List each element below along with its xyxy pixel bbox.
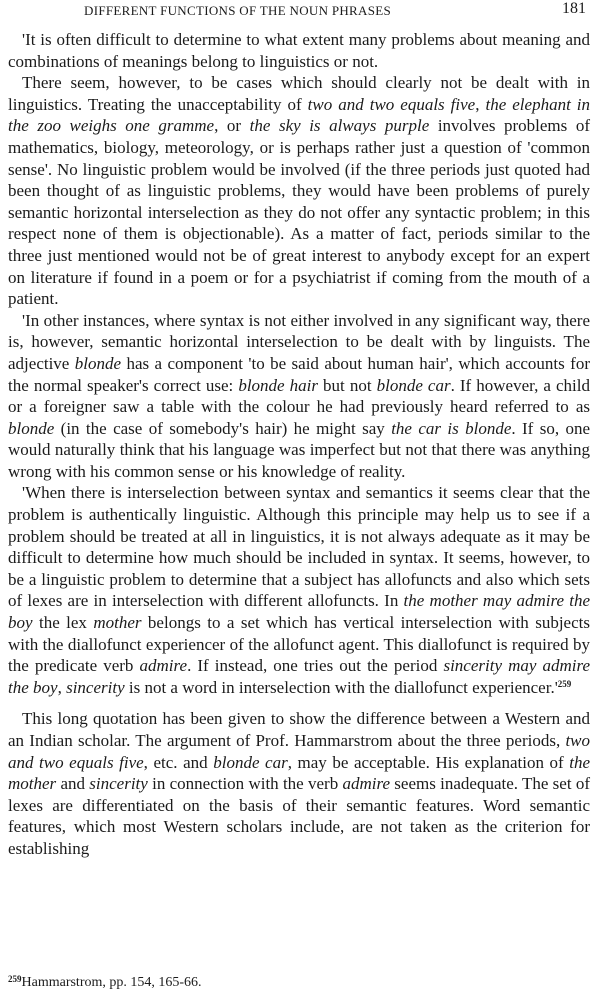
running-head: DIFFERENT FUNCTIONS OF THE NOUN PHRASES [84, 3, 392, 18]
text-run: seems inadequate. The set of lexes are differentiated on the basis of their semantic features. Word semantic features, which most Western scholars include, are not taken as the criterion for establishing [8, 774, 591, 858]
footnote-marker: 259 [8, 974, 22, 984]
text-run: belongs to a set which has vertical interselection with subjects with the diallofunct experiencer of the allofunct agent. This diallofunct is required by the predicate verb [8, 613, 590, 676]
text-run: 'In other instances, where syntax is not either involved in any significant way, there is, however, semantic horizontal interselection to be dealt with by linguists. The adjective [8, 310, 590, 373]
text-run: , or [214, 116, 250, 136]
text-run: . If instead, one tries out the period [187, 656, 444, 676]
italic-text: blonde [8, 418, 55, 438]
text-run: , [57, 677, 67, 697]
text-run: . If so, one would naturally think that his language was imperfect but not that there was anything wrong with his common sense or his knowledge of reality. [8, 418, 590, 481]
text-run: . If however, a child or a foreigner saw a table with the colour he had previously heard referred to as [8, 375, 590, 417]
page-number: 181 [562, 0, 586, 17]
italic-text: sincerity [89, 774, 148, 794]
page-header [0, 0, 600, 20]
italic-text: blonde hair [238, 375, 318, 395]
paragraph [8, 482, 590, 698]
text-run: 'When there is interselection between syntax and semantics it seems clear that the problem is authentically linguistic. Although this principle may help us to see if a problem should be treated at all in linguistics, it is not always adequate as it may be difficult to determine how much should be included in syntax. It seems, however, to be a linguistic problem to determine that a subject has allofuncts and also which sets of lexes are in interselection with different allofuncts. In [8, 483, 590, 611]
italic-text: the sky is always purple [249, 116, 430, 136]
italic-text: sincerity [66, 677, 125, 697]
text-run: (in the case of somebody's hair) he might say [54, 418, 392, 438]
paragraph [8, 310, 590, 483]
text-run: in connection with the verb [147, 774, 343, 794]
italic-text: blonde car [376, 375, 451, 395]
italic-text: admire [342, 774, 391, 794]
text-run: , etc. and [143, 752, 214, 772]
footnote-reference: 259 [557, 678, 572, 689]
italic-text: admire [139, 656, 188, 676]
paragraph [8, 72, 590, 310]
body-text [8, 29, 590, 860]
italic-text: the mother may admire the boy [8, 591, 590, 633]
text-run: , [475, 94, 486, 114]
text-run: and [56, 774, 90, 794]
italic-text: sincerity may admire the boy [8, 656, 591, 697]
footnote [8, 975, 202, 991]
paragraph [8, 29, 590, 72]
text-run: the lex [32, 613, 94, 633]
text-run: has a component 'to be said about human hair', which accounts for the normal speaker's correct use: [8, 353, 590, 395]
text-run: but not [318, 375, 377, 395]
italic-text: the mother [8, 752, 591, 794]
footnote-text: Hammarstrom, pp. 154, 165-66. [21, 975, 202, 990]
text-run: 'It is often difficult to determine to what extent many problems about meaning and combinations of meanings belong to linguistics or not. [8, 30, 590, 71]
text-run: is not a word in interselection with the diallofunct experiencer.' [124, 677, 558, 697]
text-run: , may be acceptable. His explanation of [287, 752, 570, 772]
italic-text: mother [93, 613, 142, 633]
text-run: involves problems of mathematics, biology, meteorology, or is perhaps rather just a question of 'common sense'. No linguistic problem would be involved (if the three periods just quoted had been thought of as linguistic problems, they would have been problems of purely semantic horizontal interselection as they do not offer any syntactic problem; in this respect none of them is objectionable). As a matter of fact, periods similar to the three just mentioned would not be of great interest to anybody except for an expert on literature if found in a poem or for a psychiatrist if coming from the mouth of a patient. [8, 116, 590, 309]
text-run: This long quotation has been given to show the difference between a Western and an Indian scholar. The argument of Prof. Hammarstrom about the three periods, [8, 709, 590, 750]
italic-text: two and two equals five [307, 94, 476, 114]
italic-text: two and two equals five [8, 731, 590, 772]
text-run: There seem, however, to be cases which should clearly not be dealt with in linguistics. Treating the unacceptability of [8, 73, 590, 114]
italic-text: blonde [74, 353, 122, 373]
italic-text: the car is blonde [391, 418, 512, 438]
italic-text: blonde car [213, 752, 288, 772]
italic-text: the elephant in the zoo weighs one gramme [8, 94, 591, 136]
paragraph [8, 708, 590, 859]
